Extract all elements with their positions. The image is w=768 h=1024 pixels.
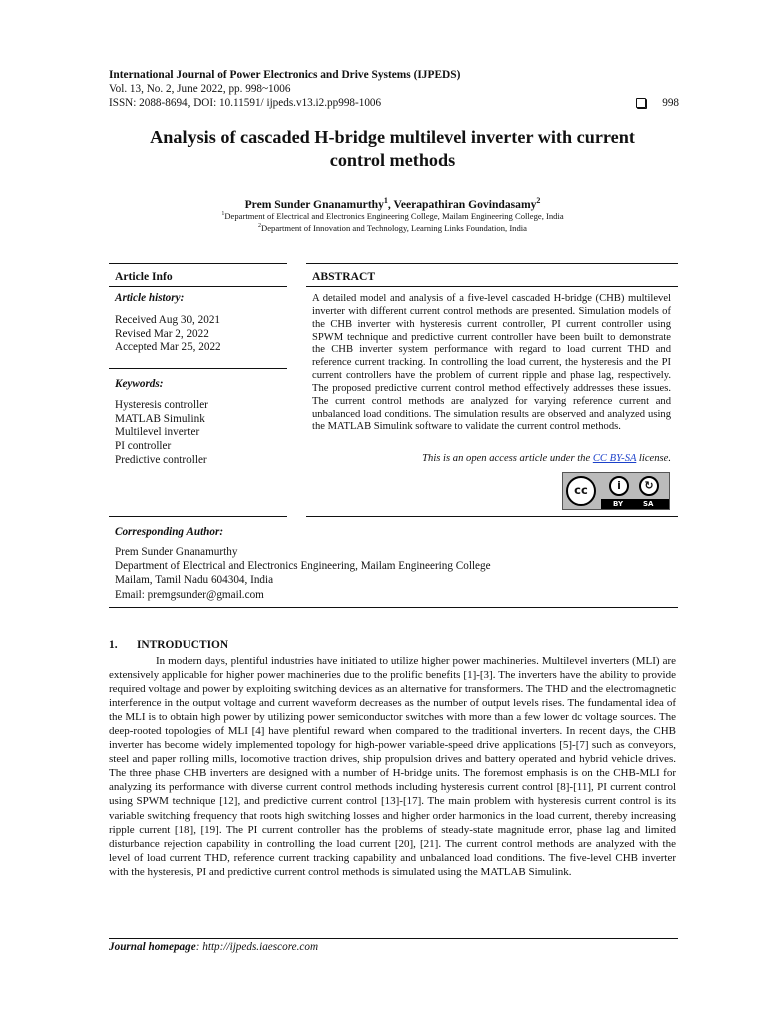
list-item: PI controller xyxy=(115,440,172,453)
list-item: Hysteresis controller xyxy=(115,399,208,411)
divider xyxy=(109,516,287,517)
list-item: Revised Mar 2, 2022 xyxy=(115,327,209,340)
divider xyxy=(109,607,678,608)
footer-divider xyxy=(109,938,678,939)
corresponding-details: Prem Sunder Gnanamurthy Department of Electrical and Electronics Engineering, Mailam Engineering College Mailam, Tamil Nadu 604304, India Email: premgsunder@gmail.com xyxy=(115,546,491,601)
affiliation: $^2$Department of Innovation and Technology, Learning Links Foundation, India xyxy=(258,223,527,233)
abstract-heading: ABSTRACT xyxy=(312,270,376,283)
article-info-heading: Article Info xyxy=(115,270,173,283)
section-heading: 1. INTRODUCTION xyxy=(109,639,229,651)
divider xyxy=(306,286,678,287)
cc-by-sa-badge[interactable]: cc i ↻ BY SA xyxy=(562,472,670,510)
divider xyxy=(109,286,287,287)
author-list: Prem Sunder Gnanamurthy$^1$, Veerapathiran Govindasamy$^2$ xyxy=(244,196,541,211)
list-item: Received Aug 30, 2021 xyxy=(115,314,221,326)
issn-doi: ISSN: 2088-8694, DOI: 10.11591/ ijpeds.v13.i2.pp998-1006 xyxy=(109,97,382,109)
square-bullet-icon xyxy=(636,98,646,108)
abstract-text: A detailed model and analysis of a five-level cascaded H-bridge (CHB) multilevel inverter with different current control methods are presented. Simulation models of the CHB inverter with hysteresis current controller, PI current controller using SPWM technique and predictive current controller have been built to demonstrate the CHB inverter system performance with regard to load current THD and reference current tracking. In controlling the load current, the hysteresis and the PI current controllers have the problem of current ripple and phase lag, respectively. The proposed predictive current control method effectively addresses these issues. The current control methods are analyzed for varying reference current and unbalanced load conditions. The simulation results are observed and analyzed using the MATLAB Simulink software to validate the current control methods. xyxy=(312,293,671,433)
list-item: Predictive controller xyxy=(115,453,207,466)
divider xyxy=(306,516,678,517)
journal-name: International Journal of Power Electronics and Drive Systems (IJPEDS) xyxy=(109,69,461,81)
list-item: Multilevel inverter xyxy=(115,426,200,439)
introduction-text: In modern days, plentiful industries have initiated to utilize higher power machineries. Multilevel inverters (MLI) are extensively applicable for higher power machineries due to the prolific benefits [1]-[3]. The inverters have the ability to provide required voltage and power by exploiting switching devices as an alternative for transformers. The THD and the electromagnetic interference in the output voltage and current waveform decreases as the number of output levels rises. The fundamental idea of the MLI is to obtain high power by utilizing power semiconductor switches with more than a few lower dc voltage sources. The deep-rooted topologies of MLI [4] have plentiful reward when compared to the traditional inverters. In recent days, the CHB inverter has become widely implemented topology for high-power variable-speed drive applications [5]-[7] such as conveyors, steel and paper rolling mills, locomotive traction drives, ship propulsion drives and battery operated and hybrid vehicle drives. The three phase CHB inverters are designed with a number of H-bridge units. The foremost emphasis is on the CHB-MLI for analyzing its performance with diverse current control methods including hysteresis current control [8]-[11], PI current control using SPWM technique [12], and predictive current control [13]-[17]. The main problem with hysteresis current control is its variable switching frequency that roots high switching losses and higher order harmonics in the load current, thereby increasing ripple current [18], [19]. The PI current controller has the problems of steady-state magnitude error, phase lag and limited disturbance rejection capability in controlling the load current [20], [21]. The current control methods are analyzed with the level of load current THD, reference current tracking capability and unbalanced load conditions. The five-level CHB inverter with the hysteresis, PI and predictive current control methods is simulated using the MATLAB Simulink. xyxy=(109,655,676,878)
email: Email: premgsunder@gmail.com xyxy=(115,588,264,601)
article-history-heading: Article history: xyxy=(115,292,185,304)
divider xyxy=(306,263,678,264)
share-alike-icon: ↻ xyxy=(639,476,659,496)
volume-info: Vol. 13, No. 2, June 2022, pp. 998~1006 xyxy=(109,83,291,95)
keywords-heading: Keywords: xyxy=(115,378,164,390)
list-item: Accepted Mar 25, 2022 xyxy=(115,341,221,354)
paper-title: Analysis of cascaded H-bridge multilevel inverter with current control methods xyxy=(150,127,635,170)
divider xyxy=(109,368,287,369)
divider xyxy=(109,263,287,264)
open-access-note: This is an open access article under the CC BY-SA license. xyxy=(422,453,671,464)
list-item: MATLAB Simulink xyxy=(115,412,205,425)
journal-homepage: Journal homepage: http://ijpeds.iaescore.com xyxy=(109,941,319,953)
author-name: Prem Sunder Gnanamurthy xyxy=(244,197,384,211)
corresponding-heading: Corresponding Author: xyxy=(115,526,224,538)
person-icon: i xyxy=(609,476,629,496)
keywords-list xyxy=(115,399,208,468)
page-number: 998 xyxy=(662,97,679,109)
article-history-list xyxy=(115,314,221,355)
running-header xyxy=(109,68,679,110)
author-name: Veerapathiran Govindasamy xyxy=(393,197,537,211)
cc-logo-icon: cc xyxy=(566,476,596,506)
affiliation: $^1$Department of Electrical and Electronics Engineering College, Mailam Engineering College, India xyxy=(221,211,564,221)
license-link[interactable]: CC BY-SA xyxy=(592,453,637,464)
